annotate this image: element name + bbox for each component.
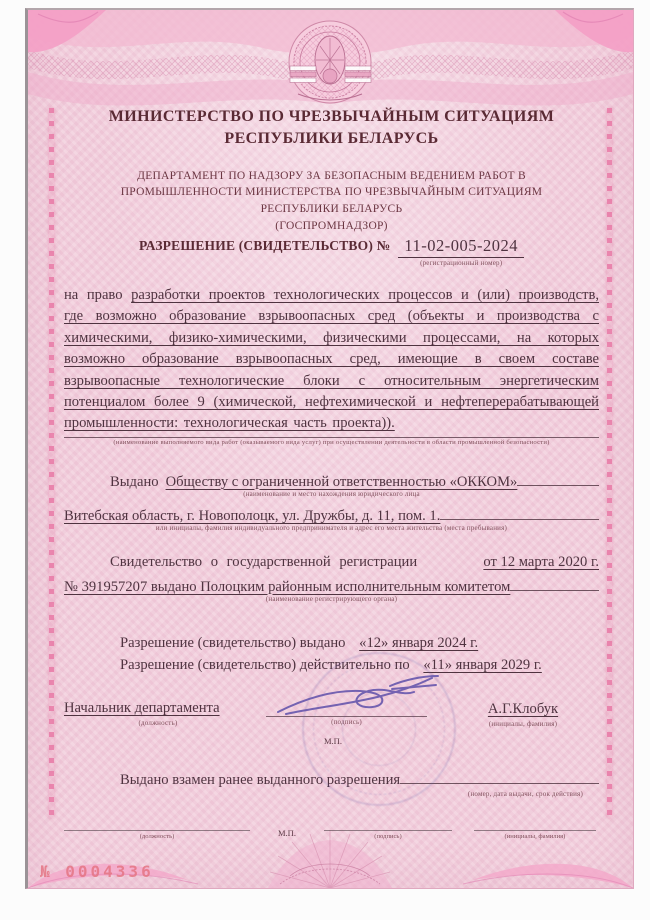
certificate-content — [64, 10, 599, 888]
registration-block — [64, 554, 599, 603]
scope-paragraph — [64, 285, 599, 435]
registration-caption: (наименование регистрирующего органа) — [265, 594, 398, 603]
footer-position-caption: (должность) — [139, 833, 175, 840]
signer-name-caption: (инициалы, фамилия) — [488, 720, 558, 728]
signer-position-column — [64, 700, 252, 728]
valid-until-label: Разрешение (свидетельство) действительно по — [120, 657, 410, 673]
issued-to-label: Выдано — [110, 473, 159, 490]
signer-position: Начальник департамента — [64, 700, 220, 716]
department-block — [64, 168, 599, 234]
footer-signature-column — [324, 816, 452, 840]
ministry-title-line2: РЕСПУБЛИКИ БЕЛАРУСЬ — [224, 129, 439, 147]
blank-line — [440, 504, 599, 520]
issued-to-value: Обществу с ограниченной ответственностью «ОККОМ» — [165, 473, 518, 490]
left-perforation-line — [49, 108, 54, 818]
signer-name-column — [447, 700, 599, 729]
ministry-title — [64, 106, 599, 149]
registration-date: от 12 марта 2020 г. — [483, 554, 599, 570]
department-short-name: (ГОСПРОМНАДЗОР) — [275, 219, 388, 232]
footer-stamp-place-abbr: М.П. — [278, 828, 296, 838]
permit-heading — [64, 236, 599, 267]
blank-line — [510, 575, 599, 591]
replacement-caption: (номер, дата выдачи, срок действия) — [467, 789, 583, 798]
signer-position-caption: (должность) — [138, 719, 178, 727]
signer-name: А.Г.Клобук — [487, 701, 559, 717]
footer-name-caption: (инициалы, фамилия) — [504, 833, 566, 840]
permit-number-caption: (регистрационный номер) — [420, 259, 503, 267]
serial-number: № 0004336 — [40, 862, 154, 881]
footer-name-column — [474, 816, 596, 840]
permit-number: 11-02-005-2024 — [398, 236, 524, 258]
blank-line — [474, 816, 596, 831]
issue-date-row — [120, 632, 599, 654]
ministry-title-line1: МИНИСТЕРСТВО ПО ЧРЕЗВЫЧАЙНЫМ СИТУАЦИЯМ — [108, 108, 555, 125]
blank-line — [517, 470, 599, 486]
department-name: ДЕПАРТАМЕНТ ПО НАДЗОРУ ЗА БЕЗОПАСНЫМ ВЕДЕНИЕМ РАБОТ В ПРОМЫШЛЕННОСТИ МИНИСТЕРСТВА ПО ЧРЕЗВЫЧАЙНЫМ СИТУАЦИЯМ РЕСПУБЛИКИ БЕЛАРУСЬ — [120, 170, 543, 215]
permit-label: РАЗРЕШЕНИЕ (СВИДЕТЕЛЬСТВО) № — [139, 238, 391, 253]
handwritten-signature — [272, 664, 442, 722]
issue-date-label: Разрешение (свидетельство) выдано — [120, 635, 346, 651]
issued-address-caption: или инициалы, фамилия индивидуального предпринимателя и адрес его места жительства (места пребывания) — [155, 523, 508, 532]
issued-address: Витебская область, г. Новополоцк, ул. Дружбы, д. 11, пом. 1. — [64, 507, 441, 524]
footer-position-column — [64, 816, 250, 840]
scope-text: разработки проектов технологических процессов и (или) производств, где возможно образование взрывоопасных сред (объекты и производства с химическими, физико-химическими, физическими процессами, на которых возможно образование взрывоопасных сред, имеющие в своем составе взрывоопасные технологические блоки с относительным энергетическим потенциалом более 9 (химической, нефтехимической и нефтеперерабатывающей промышленности: технологическая часть проекта)). — [64, 287, 599, 432]
scope-caption: (наименование выполняемого вида работ (оказываемого вида услуг) при осуществлении деятельности в области промышленной безопасности) — [64, 437, 599, 446]
stamp-place-abbr: М.П. — [324, 736, 342, 746]
scope-prefix: на право — [64, 287, 123, 303]
footer-signature-row — [64, 816, 599, 840]
registration-authority: № 391957207 выдано Полоцким районным исполнительным комитетом — [64, 578, 511, 595]
signature-caption: (подпись) — [331, 718, 362, 726]
blank-line — [64, 816, 250, 831]
blank-line — [324, 816, 452, 831]
scope-block — [64, 285, 599, 446]
issued-to-caption: (наименование и место нахождения юридического лица — [243, 489, 420, 498]
signature-column — [266, 700, 427, 746]
valid-until-value: «11» января 2029 г. — [423, 657, 542, 673]
issued-to-block — [64, 470, 599, 533]
issue-date-value: «12» января 2024 г. — [359, 635, 479, 651]
registration-label: Свидетельство о государственной регистрации — [110, 554, 418, 570]
certificate-sheet — [25, 8, 634, 889]
signature-row — [64, 700, 599, 746]
right-perforation-line — [607, 108, 612, 818]
footer-signature-caption: (подпись) — [374, 833, 402, 840]
replacement-label: Выдано взамен ранее выданного разрешения — [120, 771, 401, 788]
